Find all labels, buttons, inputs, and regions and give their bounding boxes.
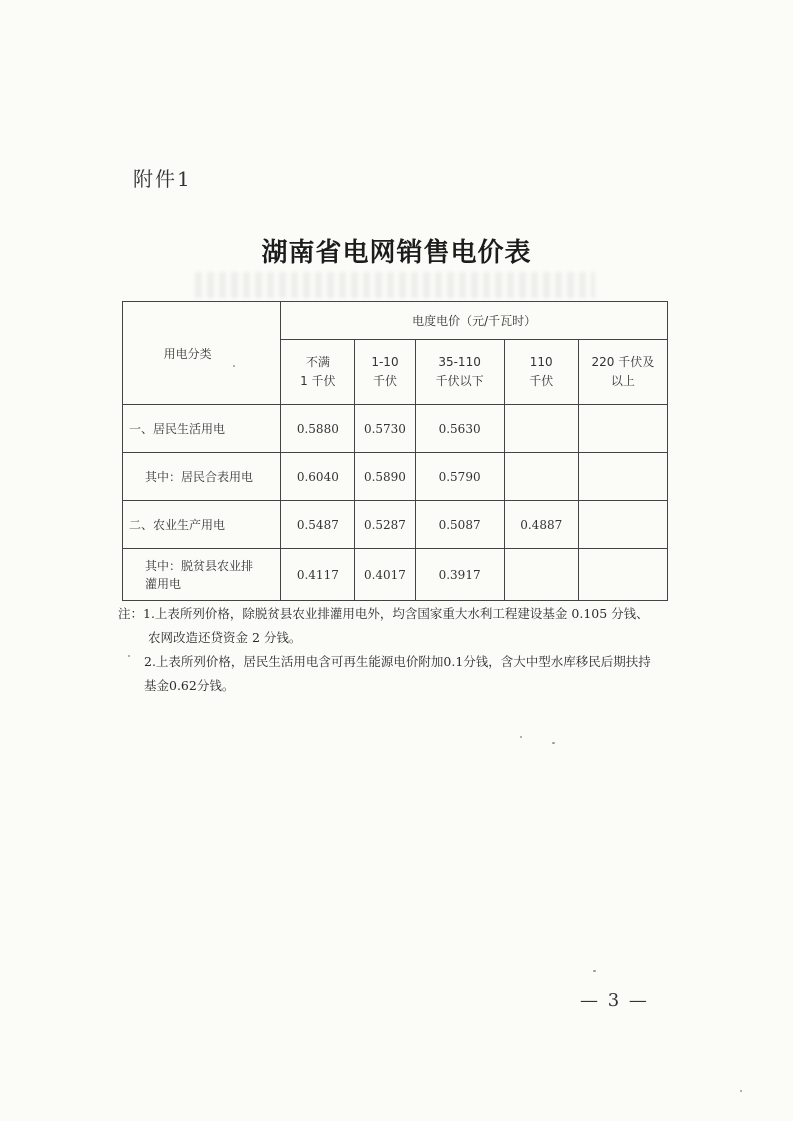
price-cell: 0.3917 [415, 549, 504, 601]
category-cell: 二、农业生产用电 [123, 501, 281, 549]
price-cell [504, 453, 578, 501]
table-row [123, 453, 668, 501]
category-cell: 一、居民生活用电 [123, 405, 281, 453]
note-line: 注：1.上表所列价格，除脱贫县农业排灌用电外，均含国家重大水利工程建设基金 0.105 分钱、 [118, 606, 649, 621]
note-line: 农网改造还贷资金 2 分钱。 [148, 630, 302, 645]
table-row [123, 405, 668, 453]
price-cell: 0.5790 [415, 453, 504, 501]
voltage-header: 不满 1 千伏 [281, 340, 355, 405]
scan-speck [128, 655, 130, 657]
scan-speck [552, 742, 555, 744]
note-line: 2.上表所列价格，居民生活用电含可再生能源电价附加0.1分钱，含大中型水库移民后期扶持 [144, 654, 651, 669]
price-cell: 0.5287 [355, 501, 415, 549]
attachment-label: 附件1 [133, 167, 192, 191]
voltage-header: 35-110 千伏以下 [415, 340, 504, 405]
price-cell: 0.4117 [281, 549, 355, 601]
price-table [122, 301, 668, 601]
category-cell: 其中：居民合表用电 [123, 453, 281, 501]
note-line: 基金0.62分钱。 [144, 678, 235, 693]
price-cell [578, 405, 667, 453]
price-cell: 0.5487 [281, 501, 355, 549]
scan-speck [593, 970, 596, 972]
table-header-row [123, 302, 668, 340]
voltage-header: 1-10 千伏 [355, 340, 415, 405]
price-cell: 0.6040 [281, 453, 355, 501]
price-cell: 0.5087 [415, 501, 504, 549]
page-number: — 3 — [580, 990, 649, 1011]
price-cell: 0.4887 [504, 501, 578, 549]
table-row [123, 501, 668, 549]
price-cell [578, 501, 667, 549]
price-cell: 0.5880 [281, 405, 355, 453]
price-group-header: 电度电价（元/千瓦时） [281, 302, 668, 340]
price-cell: 0.5630 [415, 405, 504, 453]
category-cell: 其中：脱贫县农业排 灌用电 [123, 549, 281, 601]
voltage-header: 110 千伏 [504, 340, 578, 405]
table-notes [118, 602, 678, 698]
price-cell: 0.5890 [355, 453, 415, 501]
voltage-header: 220 千伏及 以上 [578, 340, 667, 405]
price-cell: 0.4017 [355, 549, 415, 601]
price-cell [504, 549, 578, 601]
table-row [123, 549, 668, 601]
scan-speck [740, 1090, 742, 1092]
category-header: 用电分类 [123, 302, 281, 405]
price-cell [578, 453, 667, 501]
bleed-through-shadow [195, 272, 595, 298]
price-cell [504, 405, 578, 453]
scan-speck [233, 365, 235, 367]
price-cell: 0.5730 [355, 405, 415, 453]
scan-speck [520, 736, 522, 738]
price-cell [578, 549, 667, 601]
document-title: 湖南省电网销售电价表 [261, 238, 532, 268]
